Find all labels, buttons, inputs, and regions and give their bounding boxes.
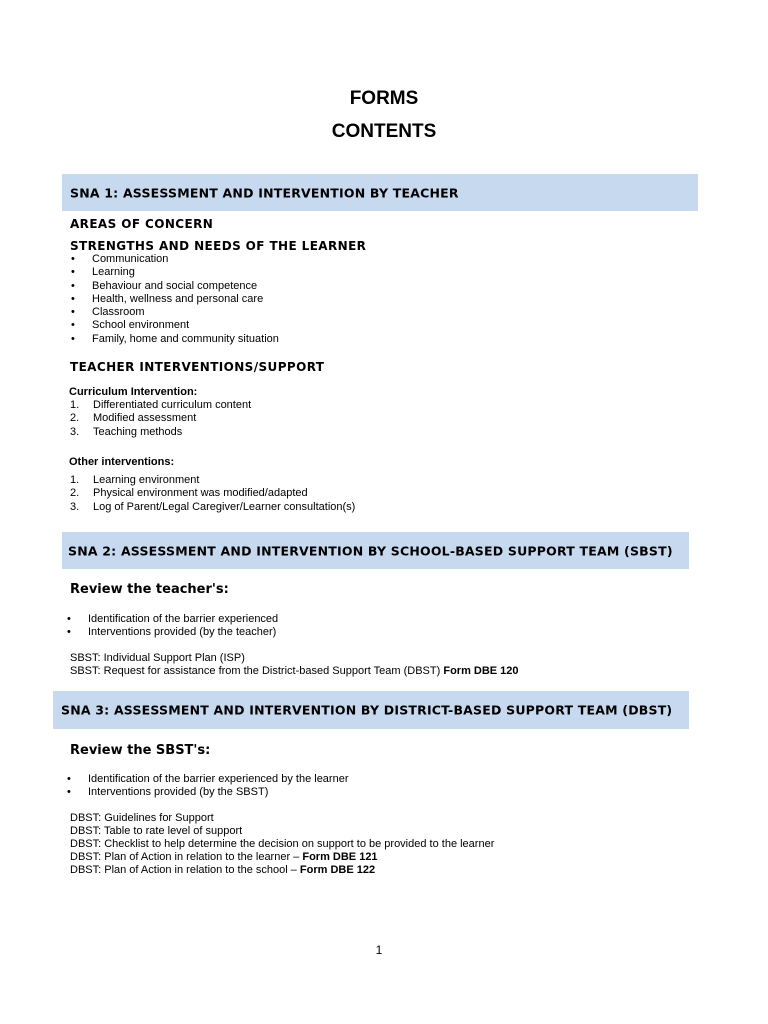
item-number: 1. — [70, 399, 80, 411]
line-text: DBST: Plan of Action in relation to the learner – — [70, 851, 303, 863]
list-item — [70, 399, 252, 412]
sna3-header-band — [53, 691, 689, 729]
dbst-checklist-line: DBST: Checklist to help determine the decision on support to be provided to the learner — [70, 838, 495, 850]
curriculum-list — [70, 399, 252, 439]
list-item: • School environment — [92, 319, 279, 332]
sbst-isp-line: SBST: Individual Support Plan (ISP) — [70, 652, 245, 664]
dbst-guidelines-line: DBST: Guidelines for Support — [70, 812, 214, 824]
line-text: DBST: Plan of Action in relation to the school – — [70, 864, 300, 876]
dbst-school-plan-line — [70, 864, 494, 877]
form-reference: Form DBE 120 — [443, 665, 519, 677]
form-reference: Form DBE 122 — [299, 864, 376, 876]
curriculum-intervention-label: Curriculum Intervention: — [69, 386, 198, 398]
list-item: • Identification of the barrier experienced by the learner — [88, 773, 349, 786]
item-text: Differentiated curriculum content — [93, 399, 252, 411]
list-item: • Health, wellness and personal care — [92, 293, 279, 306]
line-text: SBST: Request for assistance from the District-based Support Team (DBST) — [70, 665, 444, 677]
item-text: Modified assessment — [93, 412, 197, 425]
list-item: • Identification of the barrier experienced — [88, 613, 278, 626]
page-title: FORMS — [349, 88, 419, 109]
list-item: • Interventions provided (by the SBST) — [88, 786, 349, 799]
list-item: • Learning — [92, 266, 279, 279]
review-teacher-heading: Review the teacher's: — [70, 582, 229, 597]
item-number: 3. — [70, 425, 80, 438]
list-item: • Behaviour and social competence — [92, 280, 279, 293]
list-item: • Communication — [92, 253, 279, 266]
list-item — [70, 412, 251, 425]
form-reference: Form DBE 121 — [302, 851, 378, 863]
sna1-heading: SNA 1: ASSESSMENT AND INTERVENTION BY TEACHER — [70, 185, 459, 200]
page-subtitle: CONTENTS — [331, 121, 437, 142]
list-item — [70, 425, 251, 439]
areas-of-concern-heading: AREAS OF CONCERN — [70, 217, 214, 231]
teacher-interventions-heading: TEACHER INTERVENTIONS/SUPPORT — [70, 360, 325, 374]
list-item: • Family, home and community situation — [92, 333, 279, 346]
item-number: 2. — [70, 412, 80, 425]
item-number: 2. — [70, 487, 80, 500]
item-number: 3. — [70, 500, 80, 513]
dbst-learner-plan-line — [70, 851, 494, 864]
item-text: Learning environment — [93, 474, 200, 486]
other-interventions-list — [70, 474, 356, 514]
item-text: Log of Parent/Legal Caregiver/Learner consultation(s) — [93, 500, 356, 513]
item-number: 1. — [70, 474, 80, 486]
review-sbst-list — [88, 773, 349, 800]
page-number: 1 — [375, 943, 383, 957]
sna2-heading: SNA 2: ASSESSMENT AND INTERVENTION BY SCHOOL-BASED SUPPORT TEAM (SBST) — [68, 543, 673, 558]
review-sbst-heading: Review the SBST's: — [70, 743, 211, 758]
item-text: Physical environment was modified/adapted — [93, 487, 308, 500]
review-teacher-list — [88, 613, 278, 640]
sbst-forms-lines — [70, 652, 519, 678]
sbst-request-line — [70, 665, 519, 678]
strengths-list — [92, 253, 279, 346]
list-item — [70, 487, 355, 500]
list-item — [70, 474, 355, 487]
item-text: Teaching methods — [93, 425, 183, 438]
list-item: • Interventions provided (by the teacher) — [88, 626, 278, 639]
other-interventions-label: Other interventions: — [69, 456, 175, 468]
list-item: • Classroom — [92, 306, 279, 319]
sna2-header-band — [62, 532, 689, 569]
list-item — [70, 500, 356, 514]
dbst-forms-lines — [70, 812, 494, 877]
sna1-header-band — [62, 174, 698, 211]
sna3-heading: SNA 3: ASSESSMENT AND INTERVENTION BY DISTRICT-BASED SUPPORT TEAM (DBST) — [61, 702, 673, 718]
dbst-table-line: DBST: Table to rate level of support — [70, 825, 243, 837]
strengths-needs-heading: STRENGTHS AND NEEDS OF THE LEARNER — [70, 239, 367, 253]
